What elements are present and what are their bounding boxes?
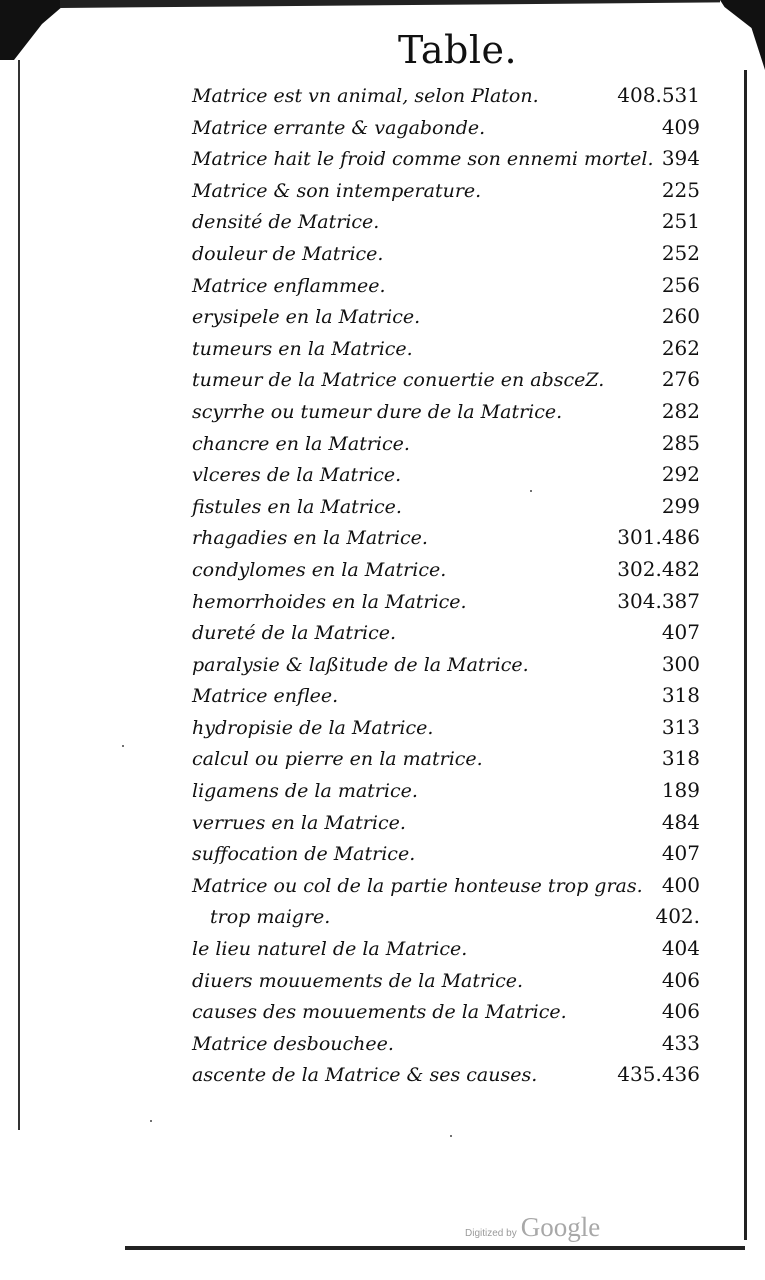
toc-entry-text: Matrice ou col de la partie honteuse trop gras. (192, 874, 643, 897)
toc-entry-text: fistules en la Matrice. (192, 495, 402, 518)
toc-entry-text: douleur de Matrice. (192, 242, 384, 265)
toc-entry (192, 1059, 700, 1091)
toc-entry (192, 238, 700, 270)
page-title: Table. (397, 28, 518, 72)
toc-entry-text: Matrice errante & vagabonde. (192, 116, 486, 139)
toc-entry (192, 712, 700, 744)
scan-edge-bottom (125, 1246, 745, 1250)
toc-entry (192, 743, 700, 775)
table-of-contents (192, 80, 700, 1091)
toc-entry (192, 901, 700, 933)
toc-entry-page: 276 (661, 367, 700, 392)
toc-entry-page: 260 (661, 304, 700, 329)
toc-entry-page: 409 (661, 114, 700, 139)
digitized-by-google-watermark (465, 1212, 600, 1243)
toc-entry-page: 400 (661, 872, 700, 897)
toc-entry (192, 554, 700, 586)
toc-entry-text: Matrice & son intemperature. (192, 179, 482, 202)
toc-entry (192, 933, 700, 965)
toc-entry-text: ascente de la Matrice & ses causes. (192, 1064, 538, 1087)
toc-entry-page: 433 (661, 1030, 700, 1055)
toc-entry-text: tumeurs en la Matrice. (192, 337, 413, 360)
toc-entry-page: 300 (661, 651, 700, 676)
toc-entry (192, 617, 700, 649)
toc-entry (192, 112, 700, 144)
toc-entry-page: 262 (661, 335, 700, 360)
toc-entry (192, 870, 700, 902)
toc-entry-page: 302.482 (617, 556, 700, 581)
toc-entry (192, 965, 700, 997)
toc-entry-page: 285 (661, 430, 700, 455)
toc-entry-text: condylomes en la Matrice. (192, 558, 447, 581)
toc-entry-text: scyrrhe ou tumeur dure de la Matrice. (192, 400, 563, 423)
toc-entry-text: hydropisie de la Matrice. (192, 716, 434, 739)
google-logo: Google (520, 1212, 601, 1242)
toc-entry (192, 301, 700, 333)
toc-entry-page: 292 (661, 462, 700, 487)
toc-entry-text: trop maigre. (210, 906, 331, 929)
toc-entry-page: 407 (661, 620, 700, 645)
toc-entry-text: suffocation de Matrice. (192, 843, 416, 866)
toc-entry (192, 80, 700, 112)
toc-entry (192, 649, 700, 681)
toc-entry-text: verrues en la Matrice. (192, 811, 406, 834)
toc-entry (192, 491, 700, 523)
toc-entry-page: 318 (661, 746, 700, 771)
toc-entry (192, 680, 700, 712)
toc-entry-page: 394 (661, 146, 700, 171)
toc-entry (192, 996, 700, 1028)
toc-entry-page: 313 (661, 714, 700, 739)
ink-speck (150, 1120, 152, 1122)
scan-edge-top (60, 0, 720, 8)
ink-speck (122, 745, 124, 747)
toc-entry-page: 484 (661, 809, 700, 834)
toc-entry-page: 252 (661, 240, 700, 265)
toc-entry-text: erysipele en la Matrice. (192, 306, 421, 329)
toc-entry-text: chancre en la Matrice. (192, 432, 410, 455)
toc-entry (192, 270, 700, 302)
toc-entry-page: 404 (661, 936, 700, 961)
toc-entry-page: 402. (655, 904, 700, 929)
toc-entry-text: Matrice hait le froid comme son ennemi mortel. (192, 148, 654, 171)
toc-entry-text: calcul ou pierre en la matrice. (192, 748, 483, 771)
toc-entry (192, 175, 700, 207)
toc-entry-page: 406 (661, 967, 700, 992)
toc-entry-page: 225 (661, 177, 700, 202)
toc-entry-text: diuers mouuements de la Matrice. (192, 969, 524, 992)
ink-speck (530, 490, 532, 492)
toc-entry-text: Matrice enflee. (192, 685, 339, 708)
ink-speck (450, 1135, 452, 1137)
toc-entry-text: vlceres de la Matrice. (192, 464, 402, 487)
toc-entry (192, 206, 700, 238)
toc-entry-page: 435.436 (617, 1062, 700, 1087)
toc-entry-text: hemorrhoides en la Matrice. (192, 590, 467, 613)
toc-entry (192, 775, 700, 807)
toc-entry (192, 396, 700, 428)
toc-entry-page: 256 (661, 272, 700, 297)
toc-entry-page: 408.531 (617, 83, 700, 107)
toc-entry-text: le lieu naturel de la Matrice. (192, 938, 468, 961)
toc-entry-page: 304.387 (617, 588, 700, 613)
toc-entry (192, 838, 700, 870)
toc-entry-page: 406 (661, 999, 700, 1024)
toc-entry-text: densité de Matrice. (192, 211, 380, 234)
toc-entry-text: tumeur de la Matrice conuertie en absceZ. (192, 369, 605, 392)
toc-entry-page: 299 (661, 493, 700, 518)
toc-entry-text: ligamens de la matrice. (192, 780, 418, 803)
toc-entry-page: 251 (661, 209, 700, 234)
watermark-prefix: Digitized by (465, 1228, 517, 1239)
toc-entry-page: 189 (661, 778, 700, 803)
toc-entry-text: causes des mouuements de la Matrice. (192, 1001, 567, 1024)
toc-entry-text: Matrice est vn animal, selon Platon. (192, 85, 539, 107)
toc-entry-page: 407 (661, 841, 700, 866)
toc-entry (192, 586, 700, 618)
toc-entry (192, 428, 700, 460)
toc-entry-text: rhagadies en la Matrice. (192, 527, 428, 550)
toc-entry-text: Matrice desbouchee. (192, 1032, 394, 1055)
toc-entry (192, 1028, 700, 1060)
toc-entry-page: 282 (661, 398, 700, 423)
toc-entry (192, 143, 700, 175)
scan-edge-left (18, 60, 20, 1130)
toc-entry-text: Matrice enflammee. (192, 274, 386, 297)
toc-entry-text: paralysie & laßitude de la Matrice. (192, 653, 529, 676)
toc-entry-page: 318 (661, 683, 700, 708)
toc-entry (192, 333, 700, 365)
toc-entry-text: dureté de la Matrice. (192, 622, 397, 645)
toc-entry (192, 807, 700, 839)
toc-entry (192, 459, 700, 491)
toc-entry (192, 522, 700, 554)
toc-entry-page: 301.486 (617, 525, 700, 550)
toc-entry (192, 364, 700, 396)
scan-edge-right (744, 70, 747, 1240)
